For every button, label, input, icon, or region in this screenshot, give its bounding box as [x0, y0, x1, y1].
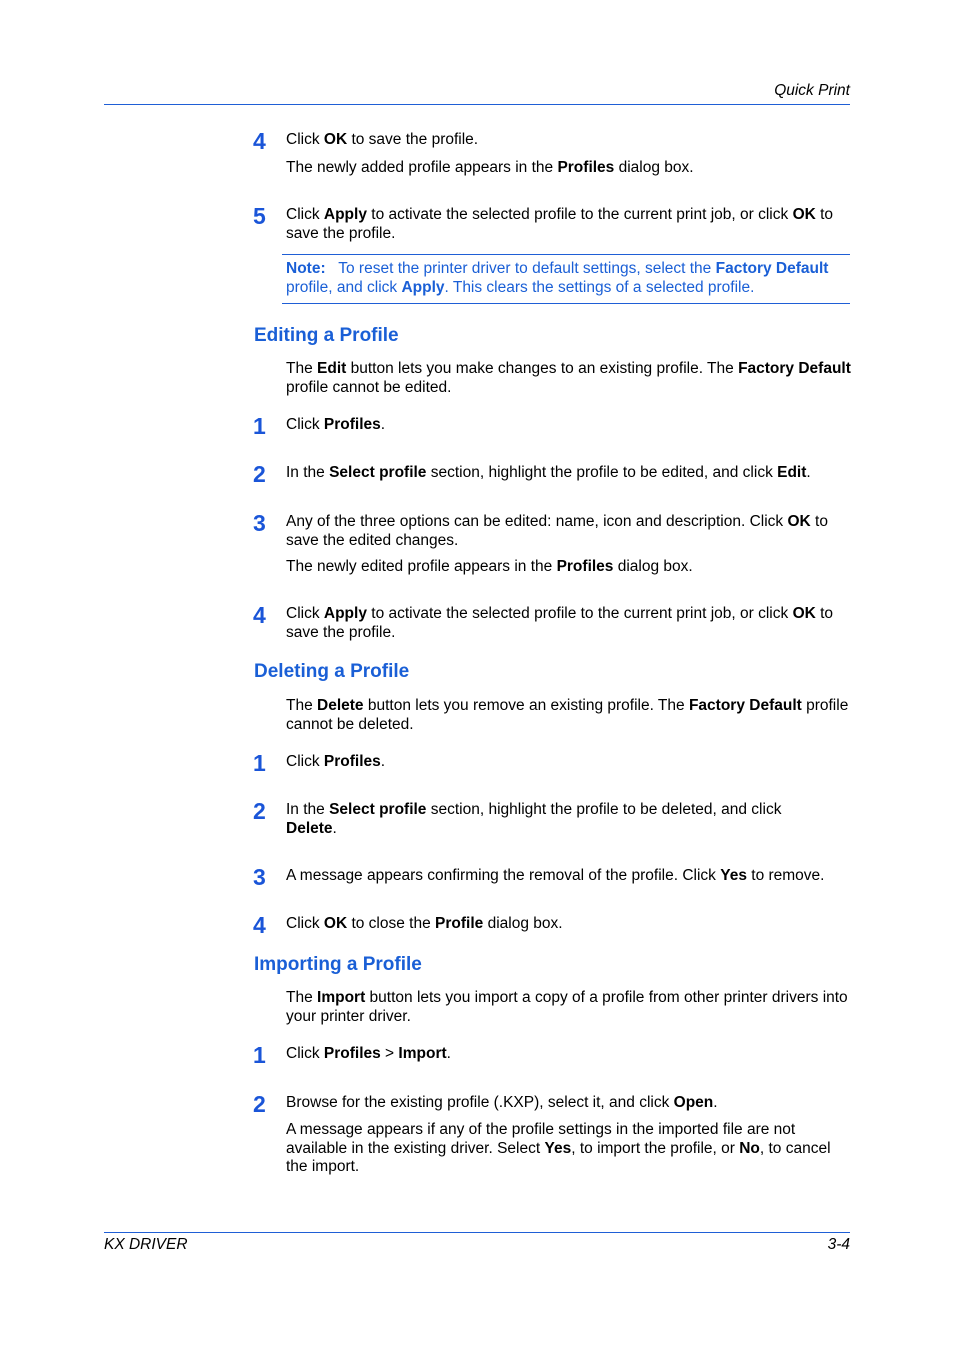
step-number: 5	[253, 203, 266, 229]
step-text: In the Select profile section, highlight the profile to be deleted, and click Delete.	[286, 801, 782, 837]
step-number: 4	[253, 602, 266, 628]
step-text: Any of the three options can be edited: name, icon and description. Click OK to save the edited changes.	[286, 513, 828, 549]
step-text: Click Apply to activate the selected profile to the current print job, or click OK to save the profile.	[286, 206, 834, 242]
header-title: Quick Print	[774, 82, 850, 99]
step-number: 4	[253, 128, 266, 154]
footer-title: KX DRIVER	[104, 1236, 188, 1253]
step-text: In the Select profile section, highlight the profile to be edited, and click Edit.	[286, 464, 811, 481]
step-text: Click Apply to activate the selected profile to the current print job, or click OK to save the profile.	[286, 605, 834, 641]
section-intro: The Edit button lets you make changes to an existing profile. The Factory Default profile cannot be edited.	[286, 360, 851, 396]
step-text: Click Profiles.	[286, 753, 386, 770]
section-heading-deleting: Deleting a Profile	[254, 661, 410, 682]
note-box	[282, 254, 850, 304]
step-number: 2	[253, 461, 266, 487]
page-number: 3-4	[827, 1236, 850, 1253]
step-number: 2	[253, 1091, 266, 1117]
step-number: 1	[253, 750, 266, 776]
note-label: Note:	[286, 260, 326, 277]
step-text: Click Profiles.	[286, 416, 386, 433]
step-number: 3	[253, 864, 266, 890]
step-text: Click OK to save the profile.	[286, 131, 479, 148]
step-text: Click OK to close the Profile dialog box.	[286, 915, 563, 932]
note-text: Note: To reset the printer driver to default settings, select the Factory Default profile, and click Apply. This clears the settings of a selected profile.	[286, 260, 829, 296]
step-text: Browse for the existing profile (.KXP), select it, and click Open.	[286, 1094, 718, 1111]
section-intro: The Import button lets you import a copy of a profile from other printer drivers into your printer driver.	[286, 989, 848, 1025]
step-result-text: The newly added profile appears in the Profiles dialog box.	[286, 159, 694, 176]
section-intro: The Delete button lets you remove an existing profile. The Factory Default profile cannot be deleted.	[286, 697, 849, 733]
step-number: 4	[253, 912, 266, 938]
section-heading-importing: Importing a Profile	[254, 954, 422, 975]
section-heading-editing: Editing a Profile	[254, 325, 399, 346]
step-number: 1	[253, 413, 266, 439]
footer-rule	[104, 1232, 850, 1233]
step-result-text: The newly edited profile appears in the Profiles dialog box.	[286, 558, 693, 575]
step-number: 3	[253, 510, 266, 536]
step-result-text: A message appears if any of the profile settings in the imported file are not available in the existing driver. Select Yes, to import the profile, or No, to cancel the import.	[286, 1121, 831, 1175]
step-number: 1	[253, 1042, 266, 1068]
step-text: A message appears confirming the removal of the profile. Click Yes to remove.	[286, 867, 825, 884]
step-number: 2	[253, 798, 266, 824]
step-text: Click Profiles > Import.	[286, 1045, 451, 1062]
header-rule	[104, 104, 850, 105]
